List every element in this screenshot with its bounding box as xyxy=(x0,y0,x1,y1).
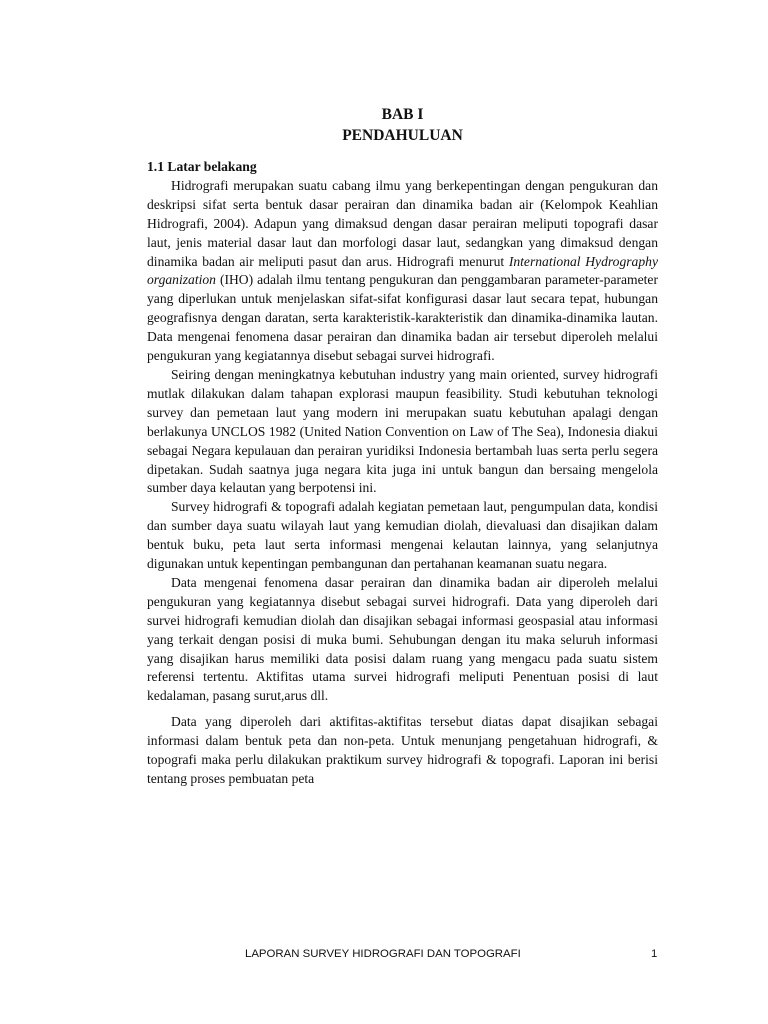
page-footer xyxy=(0,948,768,964)
paragraph-1-text-b: (IHO) adalah ilmu tentang pengukuran dan penggambaran parameter-parameter yang diperlukan untuk menjelaskan sifat-sifat konfigurasi dasar laut secara tepat, hubungan geografisnya dengan daratan, serta karakteristik-karakteristik dan dinamika-dinamika lautan. Data mengenai fenomena dasar perairan dan dinamika badan air tersebut diperoleh melalui pengukuran yang kegiatannya disebut sebagai survei hidrografi. xyxy=(147,272,658,364)
paragraph-3: Survey hidrografi & topografi adalah kegiatan pemetaan laut, pengumpulan data, kondisi dan sumber daya suatu wilayah laut yang kemudian diolah, dievaluasi dan disajikan dalam bentuk buku, peta laut serta informasi mengenai kelautan lainnya, yang selanjutnya digunakan untuk kepentingan pembangunan dan pertahanan keamanan suatu negara. xyxy=(147,499,658,572)
page-number: 1 xyxy=(651,948,658,960)
paragraph-5: Data yang diperoleh dari aktifitas-aktifitas tersebut diatas dapat disajikan sebagai informasi dalam bentuk peta dan non-peta. Untuk menunjang pengetahuan hidrografi, & topografi maka perlu dilakukan praktikum survey hidrografi & topografi. Laporan ini berisi tentang proses pembuatan peta xyxy=(147,714,658,786)
section-heading: 1.1 Latar belakang xyxy=(147,159,257,174)
footer-title: LAPORAN SURVEY HIDROGRAFI DAN TOPOGRAFI xyxy=(245,948,521,960)
paragraph-2: Seiring dengan meningkatnya kebutuhan industry yang main oriented, survey hidrografi mutlak dilakukan dalam tahapan explorasi maupun feasibility. Studi kebutuhan teknologi survey dan pemetaan laut yang modern ini merupakan suatu kebutuhan apalagi dengan berlakunya UNCLOS 1982 (United Nation Convention on Law of The Sea), Indonesia diakui sebagai Negara kepulauan dan perairan yuridiksi Indonesia bertambah luas serta perlu segera dipetakan. Sudah saatnya juga negara kita juga ini untuk bangun dan bersaing mengelola sumber daya kelautan yang berpotensi ini. xyxy=(147,366,658,496)
chapter-label: BAB I xyxy=(381,106,424,123)
paragraph-1 xyxy=(147,177,658,366)
paragraph-1-text-a: Hidrografi merupakan suatu cabang ilmu yang berkepentingan dengan pengukuran dan deskripsi sifat serta bentuk dasar perairan dan dinamika badan air (Kelompok Keahlian Hidrografi, 2004). Adapun yang dimaksud dengan dasar perairan meliputi topografi dasar laut, jenis material dasar laut dan morfologi dasar laut, sedangkan yang dimaksud dengan dinamika badan air meliputi pasut dan arus. Hidrografi menurut xyxy=(147,177,658,269)
page-body xyxy=(147,104,658,789)
chapter-title: PENDAHULUAN xyxy=(342,127,463,144)
paragraph-4: Data mengenai fenomena dasar perairan dan dinamika badan air diperoleh melalui pengukuran yang kegiatannya disebut sebagai survei hidrografi. Data yang diperoleh dari survei hidrografi kemudian diolah dan disajikan sebagai informasi geospasial atau informasi yang terkait dengan posisi di muka bumi. Sehubungan dengan itu maka seluruh informasi yang disajikan harus memiliki data posisi dalam ruang yang mengacu pada suatu sistem referensi tertentu. Aktifitas utama survei hidrografi meliputi Penentuan posisi di laut kedalaman, pasang surut,arus dll. xyxy=(147,574,658,704)
paragraph-1-italic-term: International Hydrography organization xyxy=(147,253,658,288)
